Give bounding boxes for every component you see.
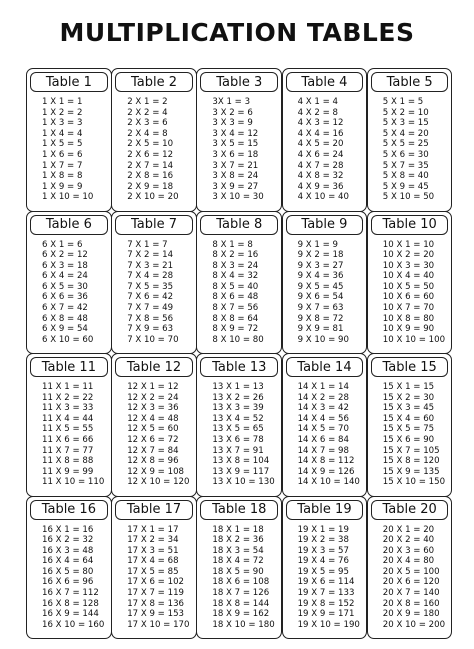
table-row: 1 X 9 = 9 — [42, 181, 83, 192]
table-card — [26, 68, 112, 212]
table-row: 1 X 10 = 10 — [42, 192, 94, 203]
table-row: 15 X 9 = 135 — [382, 466, 440, 477]
table-row: 20 X 1 = 20 — [382, 524, 435, 535]
table-card — [282, 353, 368, 497]
table-rows — [212, 97, 279, 203]
table-row: 17 X 5 = 85 — [127, 566, 179, 577]
table-row: 4 X 10 = 40 — [297, 192, 349, 203]
table-row: 20 X 7 = 140 — [382, 588, 440, 599]
table-row: 13 X 7 = 91 — [212, 445, 264, 456]
page-title: MULTIPLICATION TABLES — [59, 18, 415, 47]
table-row: 16 X 7 = 112 — [42, 588, 99, 599]
table-card — [111, 496, 197, 640]
table-row: 7 X 8 = 56 — [127, 313, 174, 324]
table-row: 5 X 10 = 50 — [382, 192, 435, 203]
table-row: 11 X 8 = 88 — [42, 456, 94, 467]
table-row: 1 X 4 = 4 — [42, 128, 83, 139]
table-row: 11 X 10 = 110 — [42, 477, 105, 488]
table-header: Table 18 — [200, 500, 278, 520]
table-row: 8 X 9 = 72 — [212, 324, 259, 335]
table-row: 14 X 8 = 112 — [297, 456, 355, 467]
table-row: 14 X 6 = 84 — [297, 434, 349, 445]
table-row: 3 X 9 = 27 — [212, 181, 259, 192]
table-row: 9 X 9 = 81 — [297, 324, 344, 335]
table-row: 5 X 5 = 25 — [382, 139, 429, 150]
table-row: 7 X 10 = 70 — [127, 334, 179, 345]
table-row: 7 X 5 = 35 — [127, 281, 174, 292]
table-row: 9 X 5 = 45 — [297, 281, 344, 292]
table-rows — [298, 525, 365, 631]
table-row: 7 X 3 = 21 — [127, 260, 174, 271]
table-row: 11 X 4 = 44 — [42, 413, 94, 424]
table-row: 1 X 6 = 6 — [42, 149, 83, 160]
table-row: 7 X 1 = 7 — [127, 239, 168, 250]
table-rows — [42, 240, 109, 346]
table-row: 18 X 3 = 54 — [212, 545, 264, 556]
table-row: 10 X 5 = 50 — [382, 281, 435, 292]
table-row: 6 X 8 = 48 — [42, 313, 88, 324]
table-row: 3 X 4 = 12 — [212, 128, 259, 139]
table-row: 10 X 6 = 60 — [382, 292, 435, 303]
table-row: 2 X 10 = 20 — [127, 192, 179, 203]
table-row: 2 X 6 = 12 — [127, 149, 174, 160]
table-row: 15 X 2 = 30 — [382, 392, 435, 403]
table-header: Table 9 — [286, 215, 364, 235]
table-row: 18 X 10 = 180 — [212, 619, 275, 630]
table-row: 12 X 5 = 60 — [127, 424, 179, 435]
table-row: 6 X 5 = 30 — [42, 281, 88, 292]
table-row: 6 X 3 = 18 — [42, 260, 88, 271]
table-row: 4 X 9 = 36 — [297, 181, 344, 192]
table-row: 13 X 9 = 117 — [212, 466, 270, 477]
table-row: 8 X 5 = 40 — [212, 281, 259, 292]
table-card — [282, 211, 368, 355]
table-row: 2 X 2 = 4 — [127, 107, 168, 118]
table-rows — [42, 97, 109, 203]
table-row: 3X 1 = 3 — [212, 97, 251, 107]
table-row: 1 X 5 = 5 — [42, 139, 83, 150]
table-row: 15 X 4 = 60 — [382, 413, 435, 424]
table-row: 5 X 3 = 15 — [382, 118, 429, 129]
table-row: 13 X 10 = 130 — [212, 477, 275, 488]
table-row: 20 X 8 = 160 — [382, 598, 440, 609]
table-row: 18 X 4 = 72 — [212, 556, 264, 567]
table-row: 8 X 4 = 32 — [212, 271, 259, 282]
table-row: 13 X 8 = 104 — [212, 456, 270, 467]
table-rows — [127, 382, 194, 488]
table-row: 20 X 3 = 60 — [382, 545, 435, 556]
table-row: 8 X 2 = 16 — [212, 250, 259, 261]
table-row: 14 X 4 = 56 — [297, 413, 349, 424]
table-header: Table 5 — [371, 72, 449, 92]
table-row: 16 X 9 = 144 — [42, 609, 99, 620]
table-card — [196, 68, 282, 212]
table-header: Table 10 — [371, 215, 449, 235]
table-row: 9 X 6 = 54 — [297, 292, 344, 303]
table-header: Table 11 — [30, 357, 108, 377]
table-row: 14 X 3 = 42 — [297, 403, 349, 414]
table-row: 8 X 8 = 64 — [212, 313, 259, 324]
table-row: 9 X 7 = 63 — [297, 303, 344, 314]
table-row: 13 X 3 = 39 — [212, 403, 264, 414]
table-row: 3 X 5 = 15 — [212, 139, 259, 150]
table-card — [367, 353, 453, 497]
table-row: 16 X 3 = 48 — [42, 545, 94, 556]
table-card — [26, 353, 112, 497]
table-row: 1 X 8 = 8 — [42, 171, 83, 182]
table-row: 15 X 6 = 90 — [382, 434, 435, 445]
table-row: 19 X 3 = 57 — [297, 545, 349, 556]
table-rows — [383, 382, 450, 488]
table-row: 16 X 8 = 128 — [42, 598, 99, 609]
table-row: 6 X 1 = 6 — [42, 239, 83, 250]
table-row: 10 X 8 = 80 — [382, 313, 435, 324]
table-row: 11 X 9 = 99 — [42, 466, 94, 477]
table-row: 12 X 3 = 36 — [127, 403, 179, 414]
table-card — [367, 68, 453, 212]
table-row: 17 X 8 = 136 — [127, 598, 185, 609]
table-row: 18 X 8 = 144 — [212, 598, 270, 609]
table-row: 14 X 5 = 70 — [297, 424, 349, 435]
table-row: 13 X 1 = 13 — [212, 382, 264, 392]
tables-grid — [26, 68, 452, 638]
table-card — [282, 496, 368, 640]
table-row: 3 X 10 = 30 — [212, 192, 264, 203]
table-row: 6 X 4 = 24 — [42, 271, 88, 282]
table-row: 10 X 4 = 40 — [382, 271, 435, 282]
table-header: Table 8 — [200, 215, 278, 235]
table-row: 7 X 6 = 42 — [127, 292, 174, 303]
table-header: Table 17 — [115, 500, 193, 520]
table-rows — [42, 382, 109, 488]
table-row: 5 X 8 = 40 — [382, 171, 429, 182]
table-row: 14 X 7 = 98 — [297, 445, 349, 456]
table-row: 11 X 7 = 77 — [42, 445, 94, 456]
table-row: 18 X 2 = 36 — [212, 535, 264, 546]
table-row: 8 X 10 = 80 — [212, 334, 264, 345]
table-row: 13 X 5 = 65 — [212, 424, 264, 435]
table-row: 16 X 5 = 80 — [42, 566, 94, 577]
table-row: 17 X 7 = 119 — [127, 588, 185, 599]
table-row: 17 X 2 = 34 — [127, 535, 179, 546]
table-row: 6 X 9 = 54 — [42, 324, 88, 335]
table-row: 11 X 2 = 22 — [42, 392, 94, 403]
table-row: 4 X 6 = 24 — [297, 149, 344, 160]
table-row: 11 X 3 = 33 — [42, 403, 94, 414]
table-row: 17 X 1 = 17 — [127, 524, 179, 535]
table-row: 7 X 4 = 28 — [127, 271, 174, 282]
table-row: 3 X 7 = 21 — [212, 160, 259, 171]
table-row: 12 X 6 = 72 — [127, 434, 179, 445]
table-row: 13 X 2 = 26 — [212, 392, 264, 403]
table-row: 15 X 3 = 45 — [382, 403, 435, 414]
table-row: 3 X 3 = 9 — [212, 118, 253, 129]
table-row: 1 X 2 = 2 — [42, 107, 83, 118]
table-row: 9 X 2 = 18 — [297, 250, 344, 261]
table-row: 3 X 6 = 18 — [212, 149, 259, 160]
table-row: 7 X 7 = 49 — [127, 303, 174, 314]
table-row: 12 X 9 = 108 — [127, 466, 185, 477]
table-row: 2 X 7 = 14 — [127, 160, 174, 171]
table-row: 3 X 8 = 24 — [212, 171, 259, 182]
table-row: 1 X 7 = 7 — [42, 160, 83, 171]
table-header: Table 16 — [30, 500, 108, 520]
table-card — [196, 496, 282, 640]
table-row: 18 X 1 = 18 — [212, 524, 264, 535]
table-row: 12 X 4 = 48 — [127, 413, 179, 424]
table-header: Table 19 — [286, 500, 364, 520]
table-row: 2 X 8 = 16 — [127, 171, 174, 182]
table-row: 12 X 8 = 96 — [127, 456, 179, 467]
table-row: 5 X 1 = 5 — [382, 97, 424, 107]
table-row: 1 X 1 = 1 — [42, 97, 83, 107]
table-header: Table 13 — [200, 357, 278, 377]
table-header: Table 12 — [115, 357, 193, 377]
table-row: 16 X 10 = 160 — [42, 619, 105, 630]
table-row: 20 X 6 = 120 — [382, 577, 440, 588]
table-row: 19 X 8 = 152 — [297, 598, 355, 609]
table-row: 9 X 8 = 72 — [297, 313, 344, 324]
table-row: 15 X 10 = 150 — [382, 477, 446, 488]
table-row: 20 X 4 = 80 — [382, 556, 435, 567]
table-row: 7 X 9 = 63 — [127, 324, 174, 335]
table-card — [367, 211, 453, 355]
table-row: 5 X 4 = 20 — [382, 128, 429, 139]
table-row: 18 X 6 = 108 — [212, 577, 270, 588]
table-row: 9 X 3 = 27 — [297, 260, 344, 271]
table-rows — [383, 525, 450, 631]
table-row: 16 X 1 = 16 — [42, 524, 94, 535]
table-row: 14 X 1 = 14 — [297, 382, 349, 392]
table-row: 5 X 2 = 10 — [382, 107, 429, 118]
table-header: Table 1 — [30, 72, 108, 92]
table-row: 2 X 4 = 8 — [127, 128, 168, 139]
table-card — [111, 68, 197, 212]
table-row: 18 X 9 = 162 — [212, 609, 270, 620]
table-header: Table 6 — [30, 215, 108, 235]
table-row: 15 X 7 = 105 — [382, 445, 440, 456]
table-row: 13 X 4 = 52 — [212, 413, 264, 424]
table-row: 10 X 2 = 20 — [382, 250, 435, 261]
table-row: 10 X 3 = 30 — [382, 260, 435, 271]
table-rows — [127, 97, 194, 203]
table-row: 2 X 3 = 6 — [127, 118, 168, 129]
table-header: Table 7 — [115, 215, 193, 235]
table-row: 10 X 7 = 70 — [382, 303, 435, 314]
table-row: 4 X 5 = 20 — [297, 139, 344, 150]
table-row: 8 X 6 = 48 — [212, 292, 259, 303]
table-row: 8 X 1 = 8 — [212, 239, 253, 250]
table-row: 18 X 5 = 90 — [212, 566, 264, 577]
table-rows — [42, 525, 109, 631]
table-row: 14 X 2 = 28 — [297, 392, 349, 403]
table-rows — [212, 525, 279, 631]
table-row: 19 X 6 = 114 — [297, 577, 355, 588]
table-header: Table 15 — [371, 357, 449, 377]
table-row: 10 X 1 = 10 — [382, 239, 435, 250]
table-row: 1 X 3 = 3 — [42, 118, 83, 129]
table-row: 10 X 9 = 90 — [382, 324, 435, 335]
table-row: 15 X 1 = 15 — [382, 382, 435, 392]
table-row: 2 X 1 = 2 — [127, 97, 168, 107]
table-row: 12 X 10 = 120 — [127, 477, 190, 488]
table-row: 17 X 9 = 153 — [127, 609, 185, 620]
table-card — [282, 68, 368, 212]
table-row: 6 X 7 = 42 — [42, 303, 88, 314]
table-row: 7 X 2 = 14 — [127, 250, 174, 261]
table-row: 4 X 1 = 4 — [297, 97, 339, 107]
table-header: Table 2 — [115, 72, 193, 92]
table-row: 4 X 7 = 28 — [297, 160, 344, 171]
table-rows — [212, 382, 279, 488]
table-row: 20 X 5 = 100 — [382, 566, 440, 577]
table-row: 20 X 10 = 200 — [382, 619, 446, 630]
table-row: 19 X 2 = 38 — [297, 535, 349, 546]
table-card — [196, 211, 282, 355]
table-header: Table 4 — [286, 72, 364, 92]
table-row: 16 X 2 = 32 — [42, 535, 94, 546]
table-header: Table 14 — [286, 357, 364, 377]
table-row: 19 X 5 = 95 — [297, 566, 349, 577]
table-row: 15 X 8 = 120 — [382, 456, 440, 467]
table-row: 4 X 4 = 16 — [297, 128, 344, 139]
table-card — [196, 353, 282, 497]
table-card — [111, 211, 197, 355]
table-row: 5 X 7 = 35 — [382, 160, 429, 171]
table-row: 5 X 6 = 30 — [382, 149, 429, 160]
table-rows — [383, 97, 450, 203]
table-card — [26, 496, 112, 640]
table-row: 11 X 5 = 55 — [42, 424, 94, 435]
table-row: 4 X 2 = 8 — [297, 107, 339, 118]
table-row: 19 X 10 = 190 — [297, 619, 360, 630]
table-row: 10 X 10 = 100 — [382, 334, 446, 345]
table-row: 13 X 6 = 78 — [212, 434, 264, 445]
table-row: 19 X 4 = 76 — [297, 556, 349, 567]
table-rows — [127, 240, 194, 346]
table-card — [367, 496, 453, 640]
table-row: 6 X 2 = 12 — [42, 250, 88, 261]
table-row: 9 X 4 = 36 — [297, 271, 344, 282]
table-rows — [298, 382, 365, 488]
table-row: 20 X 2 = 40 — [382, 535, 435, 546]
table-row: 5 X 9 = 45 — [382, 181, 429, 192]
table-header: Table 3 — [200, 72, 278, 92]
table-row: 20 X 9 = 180 — [382, 609, 440, 620]
table-row: 15 X 5 = 75 — [382, 424, 435, 435]
table-row: 17 X 4 = 68 — [127, 556, 179, 567]
table-row: 4 X 3 = 12 — [297, 118, 344, 129]
table-row: 16 X 4 = 64 — [42, 556, 94, 567]
table-row: 6 X 6 = 36 — [42, 292, 88, 303]
table-row: 14 X 9 = 126 — [297, 466, 355, 477]
table-row: 2 X 9 = 18 — [127, 181, 174, 192]
table-row: 19 X 9 = 171 — [297, 609, 355, 620]
table-row: 11 X 6 = 66 — [42, 434, 94, 445]
table-header: Table 20 — [371, 500, 449, 520]
table-rows — [383, 240, 450, 346]
table-row: 12 X 7 = 84 — [127, 445, 179, 456]
table-row: 3 X 2 = 6 — [212, 107, 253, 118]
table-row: 18 X 7 = 126 — [212, 588, 270, 599]
table-row: 4 X 8 = 32 — [297, 171, 344, 182]
table-row: 19 X 1 = 19 — [297, 524, 349, 535]
table-card — [26, 211, 112, 355]
table-row: 8 X 3 = 24 — [212, 260, 259, 271]
table-rows — [298, 97, 365, 203]
table-row: 2 X 5 = 10 — [127, 139, 174, 150]
table-row: 17 X 6 = 102 — [127, 577, 185, 588]
table-row: 6 X 10 = 60 — [42, 334, 94, 345]
table-rows — [298, 240, 365, 346]
table-row: 14 X 10 = 140 — [297, 477, 360, 488]
table-row: 12 X 2 = 24 — [127, 392, 179, 403]
table-row: 16 X 6 = 96 — [42, 577, 94, 588]
table-rows — [127, 525, 194, 631]
table-row: 8 X 7 = 56 — [212, 303, 259, 314]
table-card — [111, 353, 197, 497]
table-row: 9 X 1 = 9 — [297, 239, 339, 250]
table-rows — [212, 240, 279, 346]
table-row: 19 X 7 = 133 — [297, 588, 355, 599]
table-row: 9 X 10 = 90 — [297, 334, 349, 345]
table-row: 17 X 10 = 170 — [127, 619, 190, 630]
table-row: 12 X 1 = 12 — [127, 382, 179, 392]
table-row: 17 X 3 = 51 — [127, 545, 179, 556]
table-row: 11 X 1 = 11 — [42, 382, 94, 392]
